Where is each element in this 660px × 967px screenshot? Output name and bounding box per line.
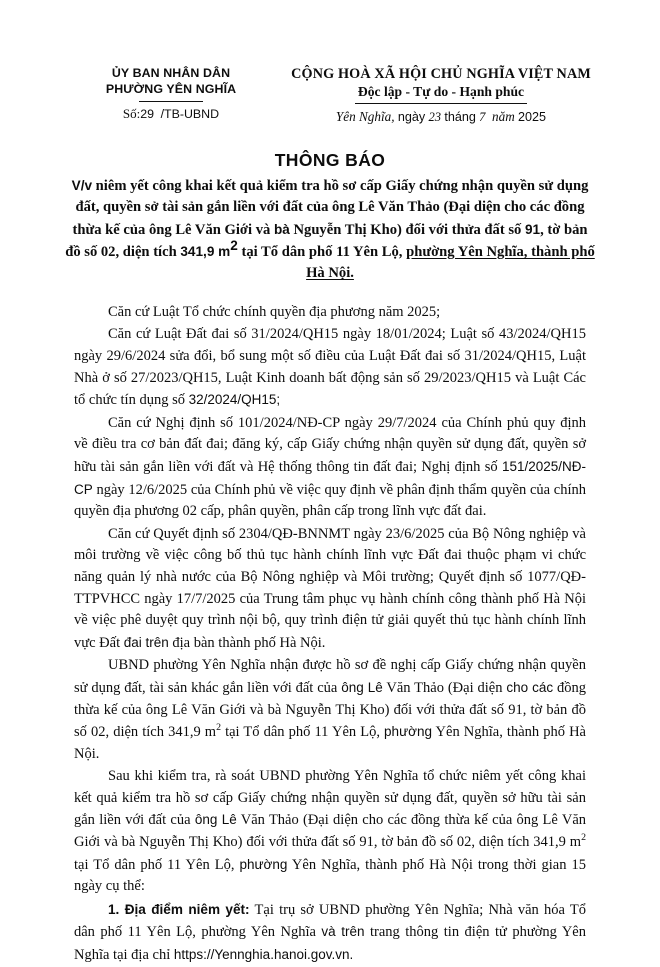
area-exponent: 2 xyxy=(581,832,586,844)
national-heading-block xyxy=(280,66,598,125)
place-and-date xyxy=(284,109,598,125)
paragraph-legal-basis-4 xyxy=(74,524,586,655)
section-1-text-c: trang thông tin điện tử phường Yên Nghĩa tại địa chỉ xyxy=(74,924,586,964)
subtitle-part-3: bà xyxy=(273,221,290,237)
paragraph-text: Căn cứ Luật Tổ chức chính quyền địa phương năm 2025; xyxy=(108,303,441,320)
subtitle-location-underlined: phường Yên Nghĩa, thành phố Hà Nội. xyxy=(306,244,595,282)
document-header xyxy=(0,0,660,125)
section-1-text-a: Tại trụ sở UBND phường Yên Nghĩa; Nhà văn hóa Tổ dân phố 11 Yên Lộ, phường Yên Nghĩa xyxy=(74,901,586,941)
paragraph-text-a: Sau khi kiểm tra, rà soát UBND phường Yên Nghĩa tổ chức niêm yết công khai kết quả kiểm tra hồ sơ cấp Giấy chứng nhận quyền sử dụng đất, quyền sở hữu tài sản gắn liền với đất của xyxy=(74,768,586,829)
national-name: CỘNG HOÀ XÃ HỘI CHỦ NGHĨA VIỆT NAM xyxy=(291,66,591,82)
document-subtitle xyxy=(62,175,598,285)
paragraph-text-g: tại Tổ dân phố 11 Yên Lộ, xyxy=(221,724,385,741)
paragraph-text-a: UBND phường Yên Nghĩa nhận được hồ sơ đề nghị cấp Giấy chứng nhận quyền sử dụng đất, tài sản khác gắn liền với đất của xyxy=(74,657,586,696)
date-label-month: tháng xyxy=(444,109,476,124)
paragraph-text-a: Căn cứ Luật Đất đai số 31/2024/QH15 ngày 18/01/2024; Luật số 43/2024/QH15 ngày 29/6/2024 sửa đổi, bổ sung một số điều của Luật Đất đai số 31/2024/QH15, Luật Nhà ở số 27/2023/QH15, Luật Kinh doanh bất động sản số 29/2023/QH15 và Luật Các tổ chức tín dụng số xyxy=(74,326,586,409)
applicant-name-part: ông Lê xyxy=(194,812,237,828)
motto-underline-rule xyxy=(355,103,527,104)
paragraph-text-c: Văn Thảo (Đại diện xyxy=(382,679,507,696)
subtitle-part-6: , tờ bản đồ số 02, diện tích xyxy=(65,221,588,261)
subtitle-part-9: tại Tổ dân phố 11 Yên Lộ, xyxy=(237,244,407,261)
title-block xyxy=(0,149,660,285)
subtitle-part-4: Nguyễn Thị Kho) đối với thửa đất số xyxy=(289,221,525,238)
paragraph-legal-basis-3 xyxy=(74,413,586,523)
authority-underline-rule xyxy=(139,101,203,102)
date-year: 2025 xyxy=(518,109,547,124)
subtitle-vv-prefix: V/v xyxy=(71,177,93,193)
paragraph-text-d: cho các xyxy=(506,679,554,695)
area-exponent: 2 xyxy=(216,722,221,734)
paragraph-text-c: địa bàn thành phố Hà Nội. xyxy=(168,634,326,651)
date-label-day: ngày xyxy=(397,109,426,124)
section-1-text-b: và trên xyxy=(321,924,365,940)
decree-number-151: 151/2025/NĐ-CP xyxy=(74,458,586,497)
paragraph-text-b: 32/2024/QH15; xyxy=(188,392,281,408)
paragraph-text-c: Văn Thảo (Đại diện cho các đồng thừa kế của ông Lê Văn Giới và bà Nguyễn Thị Kho) đối với thửa đất số 91, tờ bản đồ số 02, diện tích 341,9 m xyxy=(74,812,586,851)
paragraph-posting-decision xyxy=(74,766,586,898)
document-number xyxy=(62,106,280,122)
applicant-name-part: ông Lê xyxy=(341,679,383,695)
issuing-authority-block xyxy=(62,66,280,122)
paragraph-text-b: đai trên xyxy=(123,634,169,650)
document-title: THÔNG BÁO xyxy=(274,149,386,170)
subtitle-area-value: 341,9 m xyxy=(180,244,231,260)
paragraph-text-a: Căn cứ Quyết định số 2304/QĐ-BNNMT ngày 23/6/2025 của Bộ Nông nghiệp và môi trường về việc công bố thủ tục hành chính lĩnh vực Đất đai thuộc phạm vi chức năng quản lý nhà nước của Bộ Nông nghiệp và Môi trường; Quyết định số 1077/QĐ-TTPVHCC ngày 17/7/2025 của Trung tâm phục vụ hành chính công thành phố Hà Nội về việc phê duyệt quy trình nội bộ, quy trình điện tử giải quyết thủ tục hành chính lĩnh vực Đất xyxy=(74,525,586,651)
document-number-value: 29 xyxy=(140,106,155,121)
authority-line-2: PHƯỜNG YÊN NGHĨA xyxy=(105,81,237,96)
paragraph-text-f: phường xyxy=(239,856,288,872)
subtitle-area-exponent: 2 xyxy=(230,238,238,254)
paragraph-text-c: ngày 12/6/2025 của Chính phủ về việc quy định về phân định thẩm quyền của chính quyền địa phương 02 cấp, phân quyền, phân cấp trong lĩnh vực đất đai. xyxy=(74,481,586,520)
date-day: 23 xyxy=(428,109,442,124)
paragraph-text-h: phường xyxy=(384,724,432,740)
authority-line-1: ỦY BAN NHÂN DÂN xyxy=(111,66,231,80)
paragraph-application-received xyxy=(74,655,586,765)
date-month: 7 xyxy=(479,109,486,124)
section-1-heading: 1. Địa điểm niêm yết: xyxy=(108,901,250,917)
paragraph-text-i: Yên Nghĩa, thành phố Hà Nội. xyxy=(74,724,586,762)
subtitle-parcel-number: 91 xyxy=(524,221,541,237)
subtitle-part-2: niêm yết công khai kết quả kiểm tra hồ sơ cấp Giấy chứng nhận quyền sử dụng đất, quyền sở tài sản gắn liền với đất của ông Lê Văn Thảo (Đại diện cho các đồng thừa kế của ông Lê Văn Giới và xyxy=(72,177,589,238)
paragraph-text-g: Yên Nghĩa, thành phố Hà Nội trong thời gian 15 ngày cụ thể: xyxy=(74,856,586,895)
document-number-suffix: /TB-UBND xyxy=(160,106,220,121)
date-label-year: năm xyxy=(492,108,515,124)
document-body xyxy=(0,302,660,967)
paragraph-text-a: Căn cứ Nghị định số 101/2024/NĐ-CP ngày 29/7/2024 của Chính phủ quy định về điều tra cơ bản đất đai; đăng ký, cấp Giấy chứng nhận quyền sử dụng đất, quyền sở hữu tài sản gắn liền với đất và Hệ thống thông tin đất đai; Nghị định số xyxy=(74,414,586,475)
paragraph-text-e: tại Tổ dân phố 11 Yên Lộ, xyxy=(74,856,240,873)
paragraph-text-e: đồng thừa kế của ông Lê Văn Giới và bà Nguyễn Thị Kho) đối với thửa đất số 91, tờ bản đồ số 02, diện tích 341,9 m xyxy=(74,679,587,741)
paragraph-legal-basis-2 xyxy=(74,324,586,411)
national-motto: Độc lập - Tự do - Hạnh phúc xyxy=(357,84,525,99)
section-1-posting-location xyxy=(74,899,586,967)
place-name: Yên Nghĩa, xyxy=(335,108,395,124)
portal-url: https://Yennghia.hanoi.gov.vn. xyxy=(173,947,354,963)
paragraph-legal-basis-1 xyxy=(74,302,586,324)
document-number-label: Số: xyxy=(122,105,141,121)
